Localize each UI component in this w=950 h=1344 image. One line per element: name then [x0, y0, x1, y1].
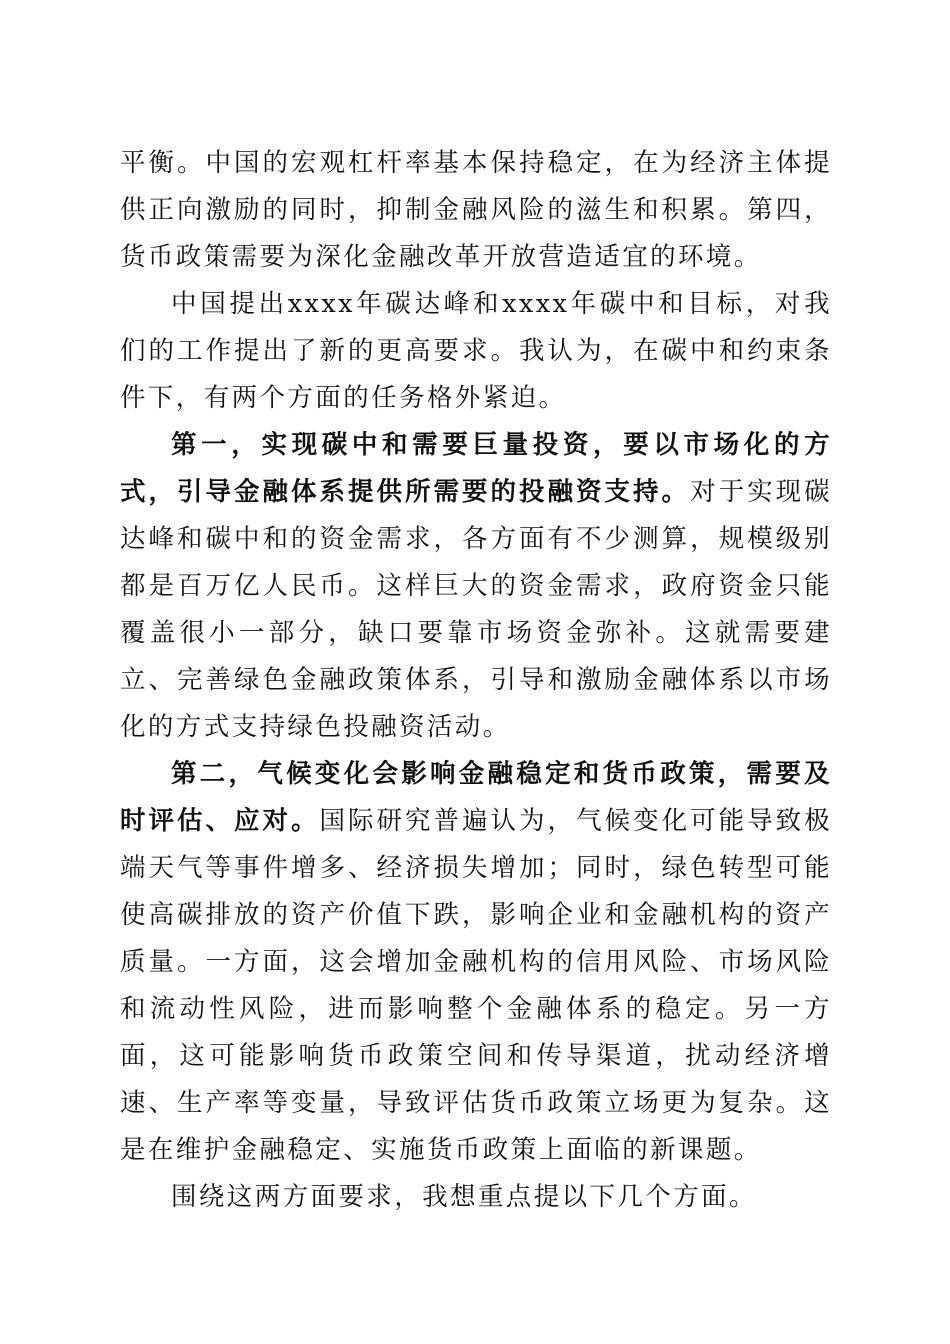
paragraph-first-task — [120, 422, 832, 751]
paragraph-carbon-goals — [120, 281, 832, 422]
document-body — [120, 140, 832, 1221]
paragraph-text: 平衡。中国的宏观杠杆率基本保持稳定，在为经济主体提供正向激励的同时，抑制金融风险的滋生和积累。第四，货币政策需要为深化金融改革开放营造适宜的环境。 — [120, 148, 832, 272]
paragraph-lead-heading: 第二，气候变化会影响金融稳定和货币政策，需要及时评估、应对。 — [120, 759, 832, 836]
paragraph-text: 国际研究普遍认为，气候变化可能导致极端天气等事件增多、经济损失增加；同时，绿色转型可能使高碳排放的资产价值下跌，影响企业和金融机构的资产质量。一方面，这会增加金融机构的信用风险、市场风险和流动性风险，进而影响整个金融体系的稳定。另一方面，这可能影响货币政策空间和传导渠道，扰动经济增速、生产率等变量，导致评估货币政策立场更为复杂。这是在维护金融稳定、实施货币政策上面临的新课题。 — [120, 806, 832, 1165]
paragraph-closing — [120, 1174, 832, 1221]
paragraph-continuation — [120, 140, 832, 281]
paragraph-text: 对于实现碳达峰和碳中和的资金需求，各方面有不少测算，规模级别都是百万亿人民币。这样巨大的资金需求，政府资金只能覆盖很小一部分，缺口要靠市场资金弥补。这就需要建立、完善绿色金融政策体系，引导和激励金融体系以市场化的方式支持绿色投融资活动。 — [120, 477, 832, 742]
paragraph-text: 围绕这两方面要求，我想重点提以下几个方面。 — [171, 1182, 757, 1212]
paragraph-lead-heading: 第一，实现碳中和需要巨量投资，要以市场化的方式，引导金融体系提供所需要的投融资支持。 — [120, 430, 832, 507]
paragraph-second-task — [120, 751, 832, 1174]
paragraph-text: 中国提出xxxx年碳达峰和xxxx年碳中和目标，对我们的工作提出了新的更高要求。我认为，在碳中和约束条件下，有两个方面的任务格外紧迫。 — [120, 289, 832, 413]
